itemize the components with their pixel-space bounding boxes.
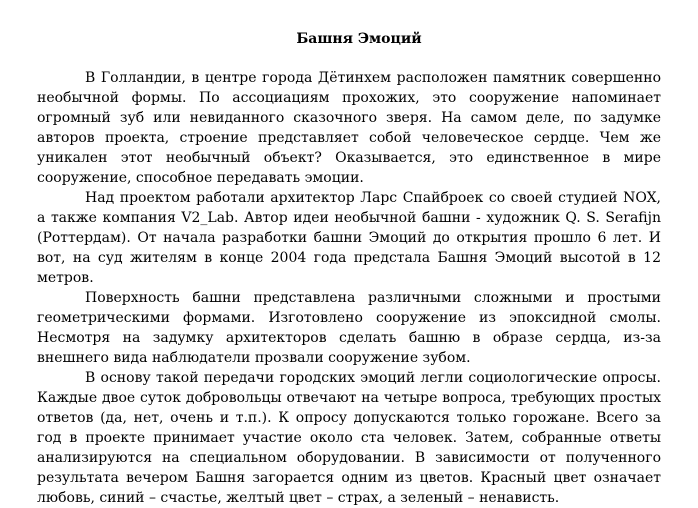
- document-page: [37, 30, 661, 508]
- paragraph-intro: В Голландии, в центре города Дётинхем расположен памятник совершенно необычной формы. По ассоциациям прохожих, это сооружение напоминает огромный зуб или невиданного сказочного зверя. На самом деле, по задумке авторов проекта, строение представляет собой человеческое сердце. Чем же уникален этот необычный объект? Оказывается, это единственное в мире сооружение, способное передавать эмоции.: [37, 70, 661, 186]
- document-title: Башня Эмоций: [296, 31, 422, 47]
- paragraph-surveys: В основу такой передачи городских эмоций легли социологические опросы. Каждые двое суток добровольцы отвечают на четыре вопроса, требующих простых ответов (да, нет, очень и т.п.). К опросу допускаются только горожане. Всего за год в проекте принимает участие около ста человек. Затем, собранные ответы анализируются на специальном оборудовании. В зависимости от полученного результата вечером Башня загорается одним из цветов. Красный цвет означает любовь, синий – счастье, желтый цвет – страх, а зеленый – ненависть.: [37, 370, 661, 506]
- paragraph-authors: Над проектом работали архитектор Ларс Спайброек со своей студией NOX, а также компания V2_Lab. Автор идеи необычной башни - художник Q. S. Serafijn (Роттердам). От начала разработки башни Эмоций до открытия прошло 6 лет. И вот, на суд жителям в конце 2004 года предстала Башня Эмоций высотой в 12 метров.: [37, 190, 661, 286]
- paragraph-surface: Поверхность башни представлена различными сложными и простыми геометрическими формами. Изготовлено сооружение из эпоксидной смолы. Несмотря на задумку архитекторов сделать башню в образе сердца, из-за внешнего вида наблюдатели прозвали сооружение зубом.: [37, 290, 661, 366]
